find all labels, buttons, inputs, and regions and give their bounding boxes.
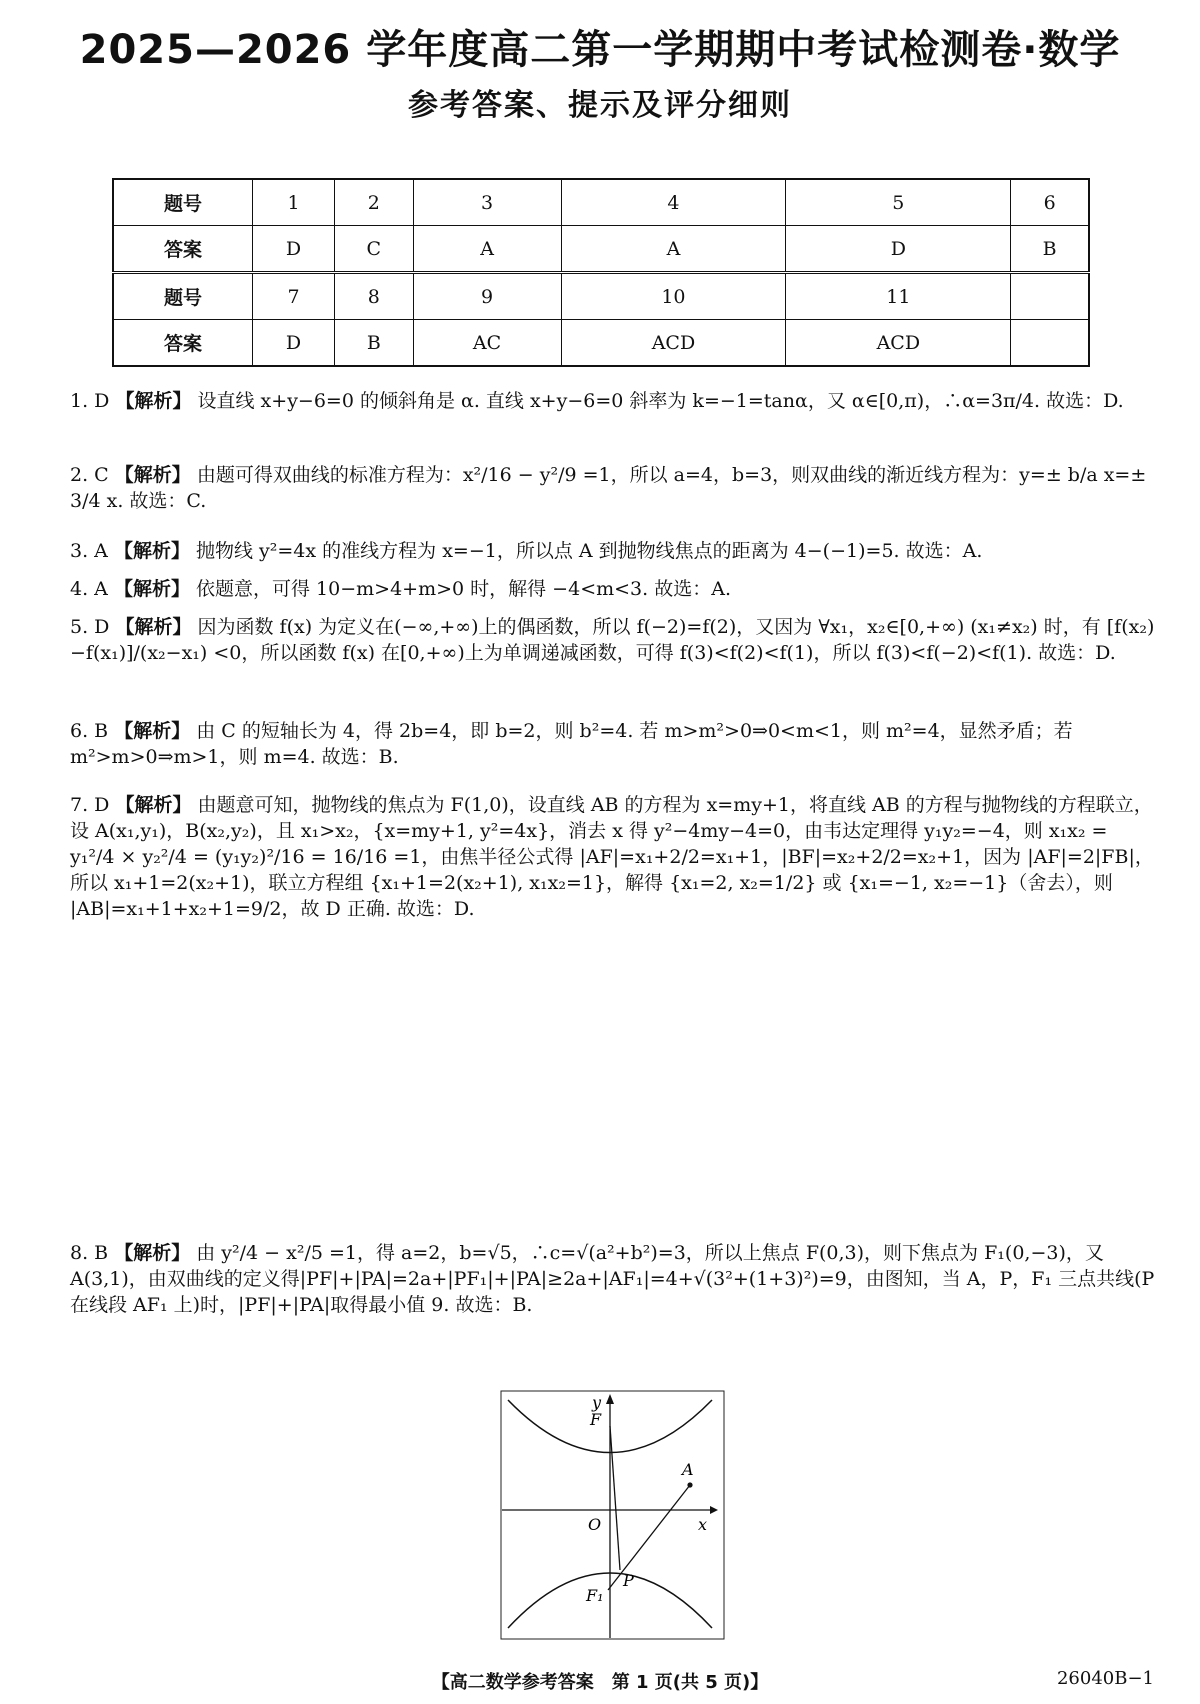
table-cell: D (253, 320, 335, 367)
segment-fp (610, 1426, 620, 1570)
table-cell: D (253, 226, 335, 273)
solution-head: 8. B (70, 1242, 109, 1264)
solution-head: 5. D (70, 616, 110, 638)
solution-4 (70, 576, 1155, 602)
point-p-label: P (623, 1571, 634, 1590)
table-cell: ACD (786, 320, 1011, 367)
solution-text: 由题可得双曲线的标准方程为：x²/16 − y²/9 =1，所以 a=4，b=3，则双曲线的渐近线方程为：y=± b/a x=± 3/4 x. 故选：C. (70, 464, 1147, 512)
solution-text: 因为函数 f(x) 为定义在(−∞,+∞)上的偶函数，所以 f(−2)=f(2)，又因为 ∀x₁，x₂∈[0,+∞) (x₁≠x₂) 时，有 [f(x₂)−f(x₁)]/(x₂−x₁) <0，所以函数 f(x) 在[0,+∞)上为单调递减函数，可得 f(3)<f(2)<f(1)，所以 f(3)<f(−2)<f(1). 故选：D. (70, 616, 1155, 664)
page-footer: 【高二数学参考答案 第 1 页(共 5 页)】 (431, 1672, 769, 1693)
table-cell: 8 (335, 273, 414, 320)
solution-text: 依题意，可得 10−m>4+m>0 时，解得 −4<m<3. 故选：A. (196, 578, 731, 600)
solution-3 (70, 538, 1155, 564)
table-cell: 5 (786, 179, 1011, 226)
solution-text: 由 y²/4 − x²/5 =1，得 a=2，b=√5，∴c=√(a²+b²)=3，所以上焦点 F(0,3)，则下焦点为 F₁(0,−3)，又 A(3,1)，由双曲线的定义得|PF|+|PA|=2a+|PF₁|+|PA|≥2a+|AF₁|=4+√(3²+(1+3)²)=9，由图知，当 A，P，F₁ 三点共线(P 在线段 AF₁ 上)时，|PF|+|PA|取得最小值 9. 故选：B. (70, 1242, 1155, 1316)
solution-head: 6. B (70, 720, 109, 742)
solution-head: 4. A (70, 578, 108, 600)
focus-f-label: F (590, 1410, 602, 1429)
table-header-cell: 答案 (113, 226, 253, 273)
page-subtitle: 参考答案、提示及评分细则 (408, 88, 792, 123)
solution-head: 7. D (70, 794, 110, 816)
table-cell: 1 (253, 179, 335, 226)
table-cell: A (413, 226, 561, 273)
solution-head: 3. A (70, 540, 108, 562)
page-title: 2025—2026 学年度高二第一学期期中考试检测卷·数学 (79, 27, 1121, 73)
analysis-label: 【解析】 (115, 794, 192, 816)
solution-text: 由 C 的短轴长为 4，得 2b=4，即 b=2，则 b²=4. 若 m>m²>0⇒0<m<1，则 m²=4，显然矛盾；若 m²>m>0⇒m>1，则 m=4. 故选：B. (70, 720, 1073, 768)
table-cell: 7 (253, 273, 335, 320)
table-cell: 9 (413, 273, 561, 320)
table-row (113, 226, 1089, 273)
table-cell: C (335, 226, 414, 273)
solution-text: 设直线 x+y−6=0 的倾斜角是 α. 直线 x+y−6=0 斜率为 k=−1=tanα，又 α∈[0,π)，∴α=3π/4. 故选：D. (197, 390, 1124, 412)
table-row (113, 179, 1089, 226)
x-axis-arrow (710, 1506, 718, 1514)
point-a (687, 1482, 692, 1487)
table-cell: AC (413, 320, 561, 367)
solution-head: 1. D (70, 390, 110, 412)
table-cell: 6 (1011, 179, 1089, 226)
table-row (113, 320, 1089, 367)
y-axis-label: y (592, 1393, 602, 1412)
figure-frame (501, 1391, 724, 1639)
solution-head: 2. C (70, 464, 109, 486)
segment-af1 (608, 1485, 690, 1590)
table-header-cell: 答案 (113, 320, 253, 367)
solution-text: 抛物线 y²=4x 的准线方程为 x=−1，所以点 A 到抛物线焦点的距离为 4−(−1)=5. 故选：A. (196, 540, 983, 562)
solution-2 (70, 462, 1155, 514)
table-cell: ACD (561, 320, 786, 367)
analysis-label: 【解析】 (113, 540, 190, 562)
x-axis-label: x (698, 1515, 708, 1534)
doc-code: 26040B−1 (1056, 1668, 1154, 1689)
analysis-label: 【解析】 (113, 578, 190, 600)
analysis-label: 【解析】 (114, 1242, 191, 1264)
analysis-label: 【解析】 (115, 390, 192, 412)
point-a-label: A (682, 1460, 694, 1479)
solution-6 (70, 718, 1155, 770)
origin-label: O (588, 1515, 602, 1534)
table-row (113, 273, 1089, 320)
table-cell: B (1011, 226, 1089, 273)
solution-1 (70, 388, 1155, 414)
solution-7 (70, 792, 1155, 922)
table-cell (1011, 273, 1089, 320)
table-header-cell: 题号 (113, 179, 253, 226)
table-header-cell: 题号 (113, 273, 253, 320)
table-cell: B (335, 320, 414, 367)
table-cell: 10 (561, 273, 786, 320)
table-cell: A (561, 226, 786, 273)
table-cell: D (786, 226, 1011, 273)
table-cell: 3 (413, 179, 561, 226)
hyperbola-figure (500, 1390, 725, 1640)
answer-table (112, 178, 1090, 367)
analysis-label: 【解析】 (114, 720, 191, 742)
focus-f1-label: F₁ (586, 1586, 604, 1605)
table-cell: 2 (335, 179, 414, 226)
table-cell: 11 (786, 273, 1011, 320)
solution-8 (70, 1240, 1155, 1318)
y-axis-arrow (606, 1394, 614, 1404)
solution-5 (70, 614, 1155, 666)
table-cell (1011, 320, 1089, 367)
analysis-label: 【解析】 (115, 616, 192, 638)
solution-text: 由题意可知，抛物线的焦点为 F(1,0)，设直线 AB 的方程为 x=my+1，将直线 AB 的方程与抛物线的方程联立，设 A(x₁,y₁)，B(x₂,y₂)，且 x₁>x₂，{x=my+1, y²=4x}，消去 x 得 y²−4my−4=0，由韦达定理得 y₁y₂=−4，则 x₁x₂ = y₁²/4 × y₂²/4 = (y₁y₂)²/16 = 16/16 =1，由焦半径公式得 |AF|=x₁+2/2=x₁+1，|BF|=x₂+2/2=x₂+1，因为 |AF|=2|FB|，所以 x₁+1=2(x₂+1)，联立方程组 {x₁+1=2(x₂+1), x₁x₂=1}，解得 {x₁=2, x₂=1/2} 或 {x₁=−1, x₂=−1}（舍去），则 |AB|=x₁+1+x₂+1=9/2，故 D 正确. 故选：D. (70, 794, 1154, 920)
analysis-label: 【解析】 (114, 464, 191, 486)
table-cell: 4 (561, 179, 786, 226)
